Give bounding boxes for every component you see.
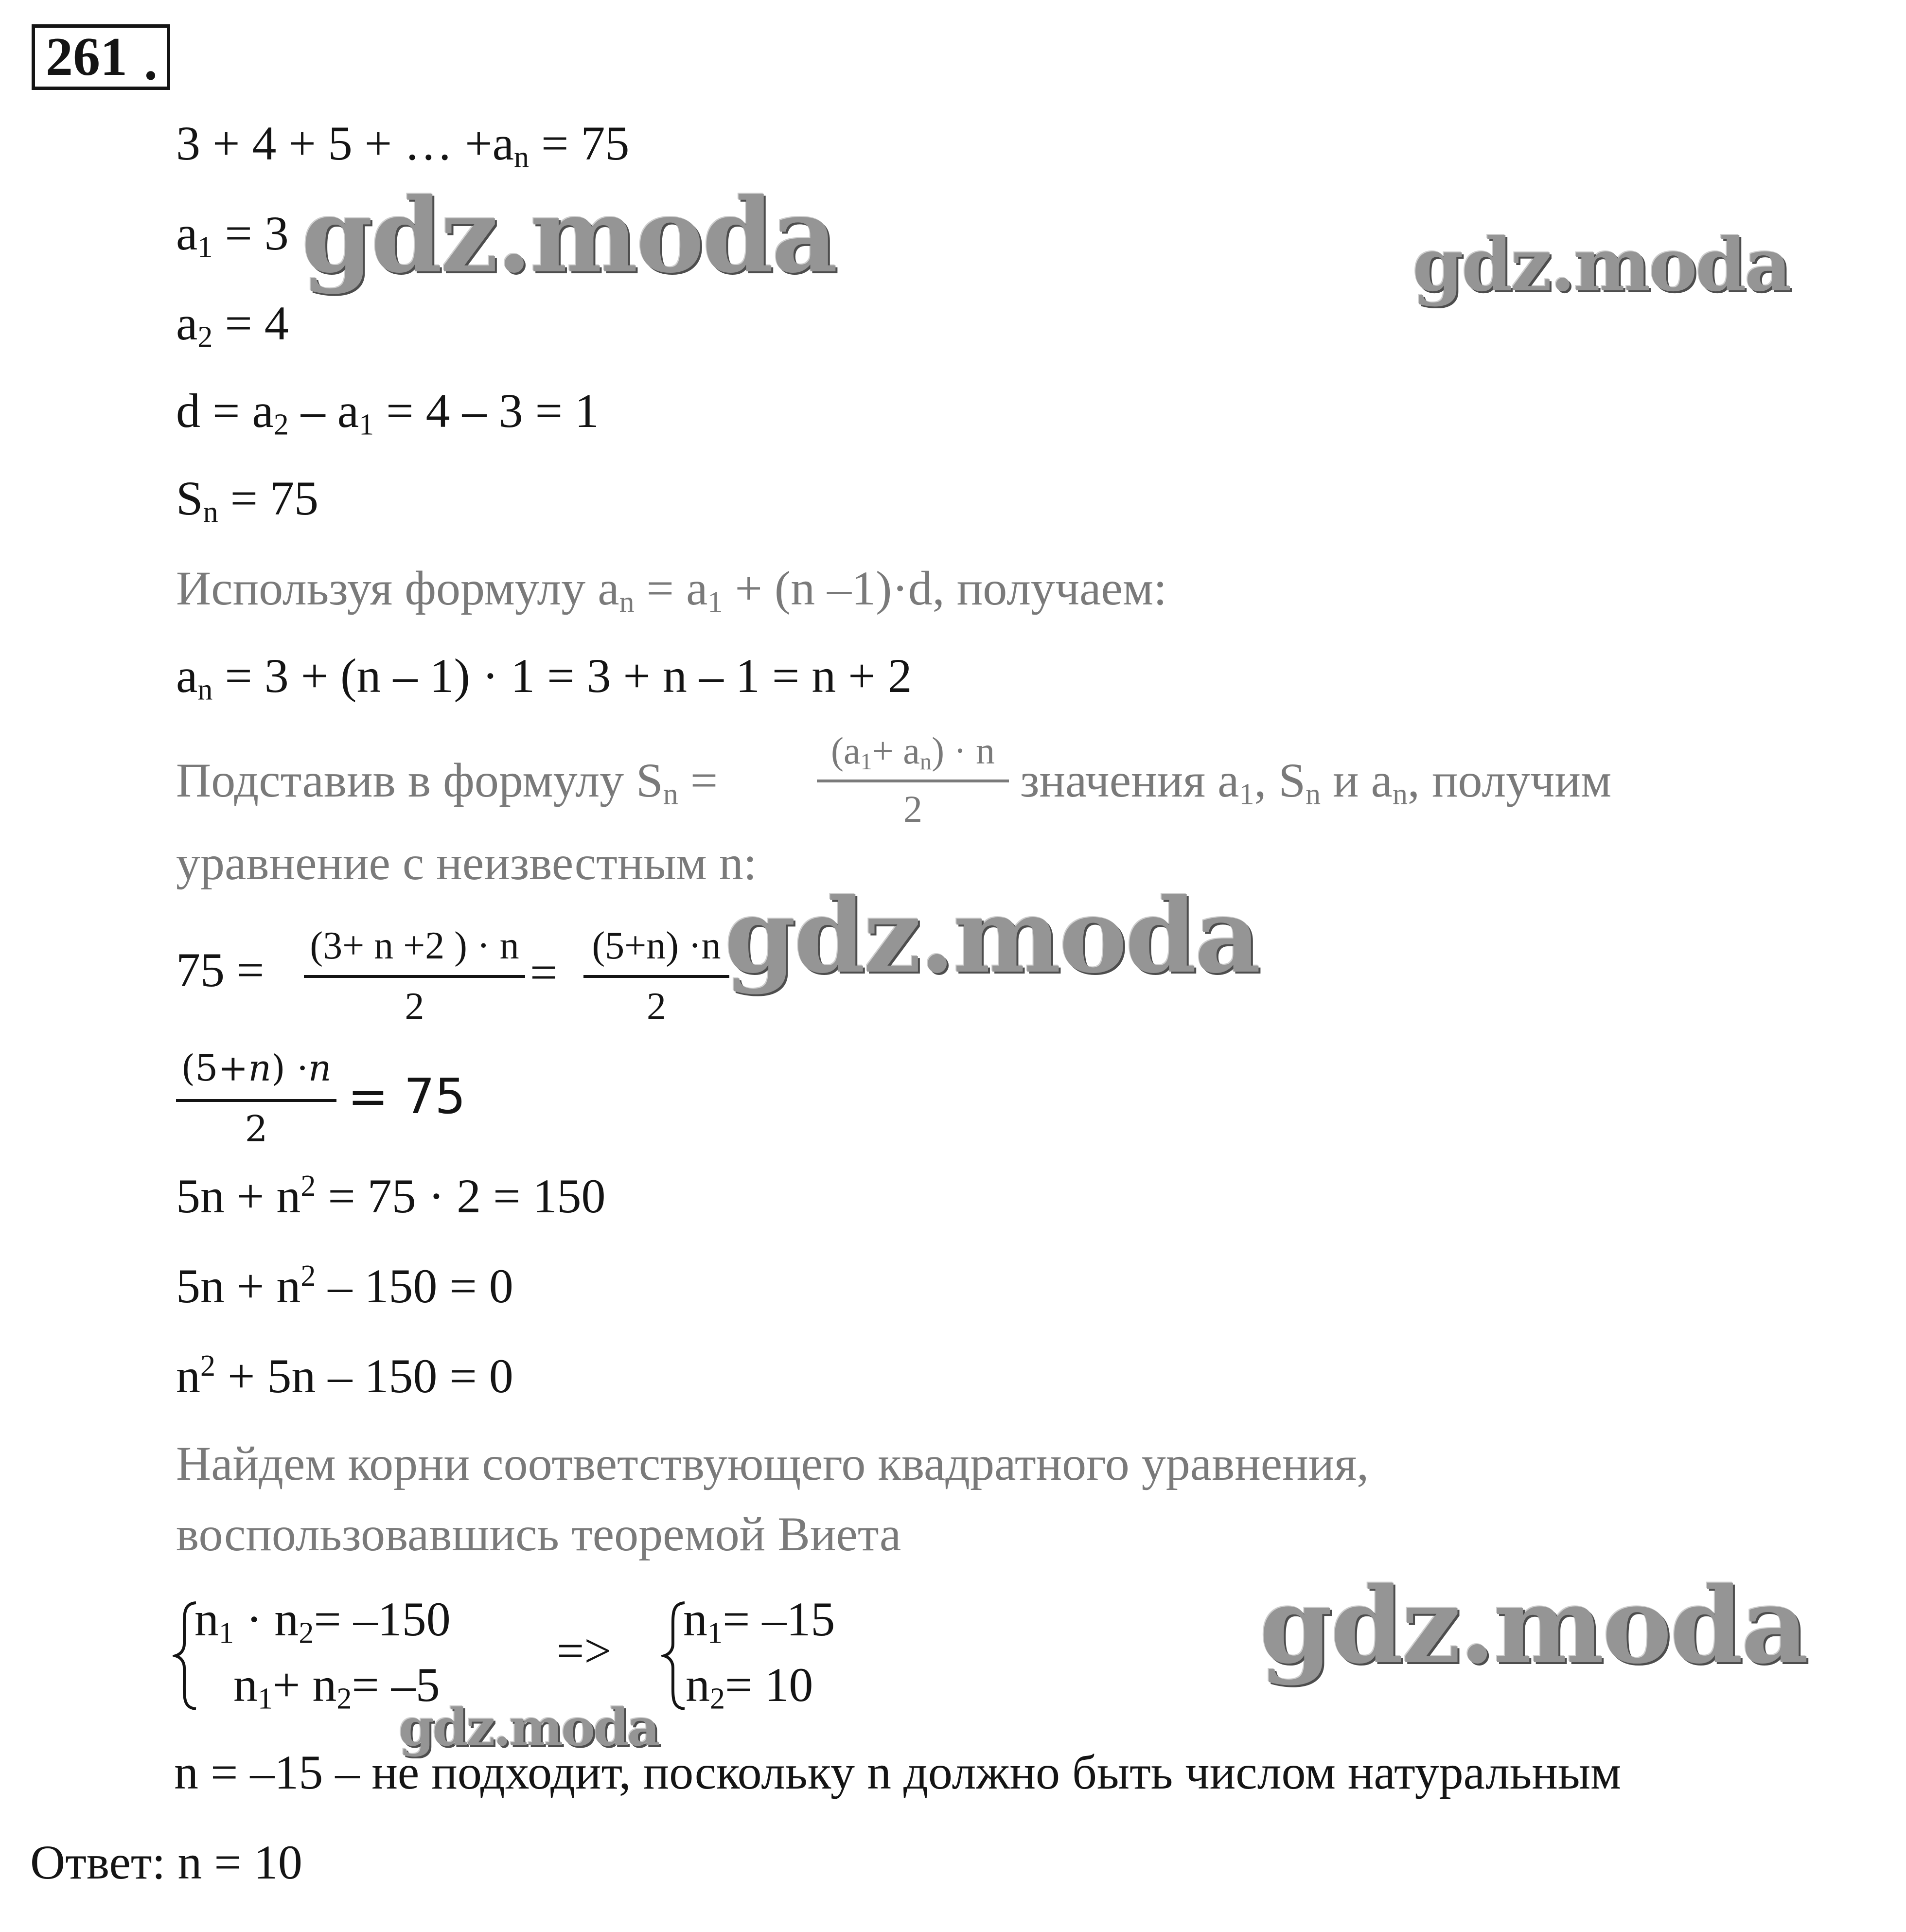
explanation-formula-sn-right xyxy=(1020,753,1612,811)
text-part: , получим xyxy=(1408,753,1612,807)
subscript: n xyxy=(513,141,529,174)
text-part: ) · n xyxy=(932,729,995,772)
explanation-formula-an xyxy=(176,561,1167,619)
line-reject-negative: n = –15 – не подходит, поскольку n должно быть числом натуральным xyxy=(174,1745,1622,1799)
subscript: n xyxy=(1393,778,1408,811)
text-part: = –15 xyxy=(723,1592,835,1646)
subscript: 2 xyxy=(336,1682,352,1716)
text-part: = –5 xyxy=(352,1658,440,1712)
subscript: 2 xyxy=(273,408,289,442)
superscript: 2 xyxy=(300,1169,316,1203)
subscript: n xyxy=(919,749,932,775)
problem-number: 261 xyxy=(46,27,127,87)
text-part: = xyxy=(678,753,718,807)
text-part: d = a xyxy=(176,384,274,438)
subscript: 2 xyxy=(197,320,213,354)
text-part: a xyxy=(176,296,198,350)
line-a1 xyxy=(176,206,289,264)
explanation-equation-unknown: уравнение с неизвестным n: xyxy=(176,836,757,890)
answer: Ответ: n = 10 xyxy=(30,1835,302,1889)
subscript: n xyxy=(619,585,635,619)
explanation-find-roots: Найдем корни соответствующего квадратного уравнения, xyxy=(176,1436,1369,1490)
equals-75: = 75 xyxy=(348,1068,466,1125)
text-part: = 75 xyxy=(218,471,319,525)
text-part: – a xyxy=(288,384,359,438)
fraction-numerator: (5+n) ·n xyxy=(592,924,721,967)
text-part: 3 + 4 + 5 + … +a xyxy=(176,116,514,170)
text-part: S xyxy=(176,471,203,525)
fraction-bar xyxy=(304,975,525,978)
implies-arrow: => xyxy=(557,1624,612,1678)
text-part: + (n –1)·d, получаем: xyxy=(723,561,1167,615)
system2-row1 xyxy=(683,1592,835,1650)
subscript: 1 xyxy=(707,585,723,619)
text-part: + a xyxy=(872,729,920,772)
fraction-numerator: (5+𝑛) ·𝑛 xyxy=(181,1047,332,1089)
fraction-denominator: 2 xyxy=(903,788,922,830)
text-part: и a xyxy=(1321,753,1393,807)
subscript: 1 xyxy=(1239,778,1254,811)
subscript: n xyxy=(663,778,678,811)
text-part: + n xyxy=(273,1658,337,1712)
fraction-bar xyxy=(176,1099,336,1102)
text-part: Используя формулу a xyxy=(176,561,619,615)
text-part: n xyxy=(194,1592,219,1646)
subscript: 1 xyxy=(707,1616,723,1650)
text-part: Подставив в формулу S xyxy=(176,753,663,807)
explanation-vieta: воспользовавшись теоремой Виета xyxy=(176,1507,901,1561)
watermark: gdz.moda xyxy=(724,876,1259,996)
watermark: gdz.moda xyxy=(399,1697,658,1757)
text-part: = 4 – 3 = 1 xyxy=(374,384,599,438)
text-part: n xyxy=(176,1349,200,1403)
fraction-numerator xyxy=(817,729,1009,775)
line-difference xyxy=(176,384,599,442)
text-part: 5n + n xyxy=(176,1169,301,1223)
explanation-formula-sn-left xyxy=(176,753,718,811)
line-an-result xyxy=(176,649,912,707)
text-part: a xyxy=(176,649,198,703)
subscript: 1 xyxy=(860,749,872,775)
text-part: (a xyxy=(830,729,861,772)
subscript: 1 xyxy=(197,230,213,264)
equals-sign: = xyxy=(530,945,558,999)
watermark: gdz.moda xyxy=(1259,1564,1807,1687)
fraction-denominator: 2 xyxy=(405,985,424,1028)
text-part: n xyxy=(233,1658,258,1712)
text-part: = 3 + (n – 1) · 1 = 3 + n – 1 = n + 2 xyxy=(212,649,912,703)
text-part: значения a xyxy=(1020,753,1239,807)
watermark: gdz.moda xyxy=(1412,222,1790,308)
text-part: = a xyxy=(634,561,708,615)
text-part: · n xyxy=(234,1592,299,1646)
subscript: n xyxy=(203,496,218,529)
fraction-bar xyxy=(583,975,729,978)
fraction-sn-formula xyxy=(817,729,1009,834)
fraction-denominator: 2 xyxy=(647,985,666,1028)
line-quadratic xyxy=(176,1349,513,1403)
superscript: 2 xyxy=(200,1349,215,1383)
problem-number-dot: . xyxy=(144,31,158,91)
line-75-equals: 75 = xyxy=(176,943,265,997)
text-part: = 10 xyxy=(725,1658,813,1712)
line-5n-n2-150 xyxy=(176,1169,606,1223)
text-part: , S xyxy=(1254,753,1306,807)
line-sn xyxy=(176,471,319,529)
subscript: 1 xyxy=(258,1682,273,1716)
fraction-5-n xyxy=(583,926,729,1028)
subscript: n xyxy=(1306,778,1321,811)
text-part: + 5n – 150 = 0 xyxy=(215,1349,513,1403)
fraction-numerator: (3+ n +2 ) · n xyxy=(310,924,519,967)
subscript: n xyxy=(197,673,213,707)
fraction-bar xyxy=(817,780,1009,782)
fraction-5-n-italic xyxy=(176,1047,336,1155)
line-a2 xyxy=(176,296,289,354)
text-part: = 4 xyxy=(212,296,289,350)
system1-row1 xyxy=(194,1592,451,1650)
text-part: 5n + n xyxy=(176,1259,301,1313)
text-part: n xyxy=(683,1592,707,1646)
subscript: 1 xyxy=(359,408,374,442)
text-part: a xyxy=(176,206,198,260)
text-part: = 75 · 2 = 150 xyxy=(316,1169,606,1223)
watermark: gdz.moda xyxy=(301,176,836,296)
text-part: = 75 xyxy=(529,116,630,170)
subscript: 2 xyxy=(299,1616,314,1650)
text-part: = –150 xyxy=(314,1592,451,1646)
subscript: 2 xyxy=(710,1682,725,1716)
text-part: n xyxy=(686,1658,710,1712)
text-part: = 3 xyxy=(212,206,289,260)
fraction-denominator: 2 xyxy=(245,1108,268,1150)
subscript: 1 xyxy=(219,1616,234,1650)
text-part: – 150 = 0 xyxy=(316,1259,513,1313)
line-5n-n2-minus-150 xyxy=(176,1259,513,1313)
line-sum-sequence xyxy=(176,116,630,174)
fraction-3-n-2 xyxy=(304,926,525,1028)
system2-row2 xyxy=(686,1658,813,1716)
superscript: 2 xyxy=(300,1259,316,1293)
